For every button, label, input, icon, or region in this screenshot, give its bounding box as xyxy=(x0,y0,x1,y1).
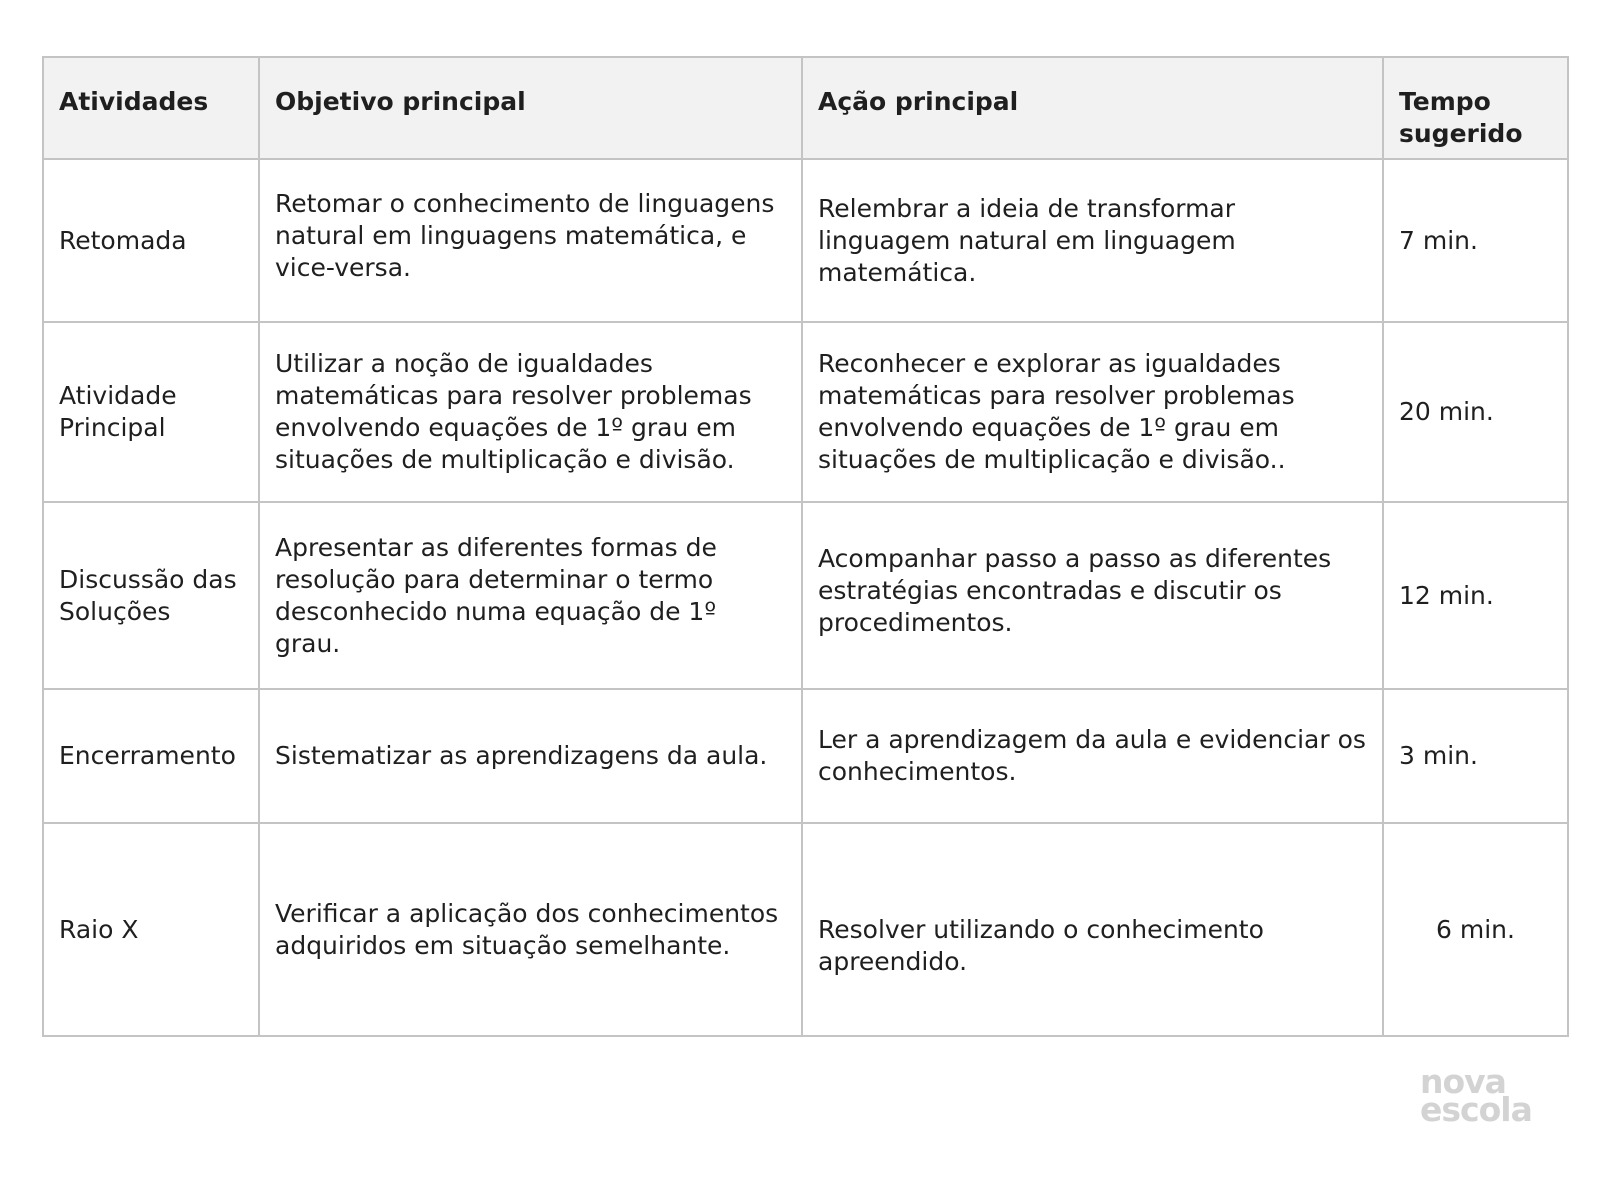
table-row xyxy=(43,159,1568,322)
cell-atividade: Raio X xyxy=(43,823,259,1036)
cell-atividade: Atividade Principal xyxy=(43,322,259,502)
cell-tempo: 12 min. xyxy=(1383,502,1568,689)
cell-acao: Ler a aprendizagem da aula e evidenciar os conhecimentos. xyxy=(802,689,1383,823)
cell-acao: Acompanhar passo a passo as diferentes estratégias encontradas e discutir os procedimentos. xyxy=(802,502,1383,689)
cell-atividade: Retomada xyxy=(43,159,259,322)
table-row xyxy=(43,322,1568,502)
header-atividades: Atividades xyxy=(43,57,259,159)
logo-line-2: escola xyxy=(1420,1090,1532,1129)
cell-acao: Resolver utilizando o conhecimento apreendido. xyxy=(802,823,1383,1036)
header-tempo-sugerido: Tempo sugerido xyxy=(1383,57,1568,159)
cell-tempo: 6 min. xyxy=(1383,823,1568,1036)
cell-tempo: 7 min. xyxy=(1383,159,1568,322)
cell-acao: Relembrar a ideia de transformar linguagem natural em linguagem matemática. xyxy=(802,159,1383,322)
logo-line-1: nova xyxy=(1420,1062,1506,1101)
cell-tempo: 3 min. xyxy=(1383,689,1568,823)
cell-acao: Reconhecer e explorar as igualdades matemáticas para resolver problemas envolvendo equações de 1º grau em situações de multiplicação e divisão.. xyxy=(802,322,1383,502)
lesson-plan-table xyxy=(42,56,1569,1037)
cell-tempo: 20 min. xyxy=(1383,322,1568,502)
table-row xyxy=(43,689,1568,823)
cell-objetivo: Verificar a aplicação dos conhecimentos adquiridos em situação semelhante. xyxy=(259,823,802,1036)
cell-atividade: Encerramento xyxy=(43,689,259,823)
table-row xyxy=(43,823,1568,1036)
cell-objetivo: Apresentar as diferentes formas de resolução para determinar o termo desconhecido numa equação de 1º grau. xyxy=(259,502,802,689)
cell-objetivo: Utilizar a noção de igualdades matemáticas para resolver problemas envolvendo equações de 1º grau em situações de multiplicação e divisão. xyxy=(259,322,802,502)
table-row xyxy=(43,502,1568,689)
header-acao-principal: Ação principal xyxy=(802,57,1383,159)
cell-objetivo: Sistematizar as aprendizagens da aula. xyxy=(259,689,802,823)
cell-objetivo: Retomar o conhecimento de linguagens natural em linguagens matemática, e vice-versa. xyxy=(259,159,802,322)
table-header-row xyxy=(43,57,1568,159)
header-objetivo-principal: Objetivo principal xyxy=(259,57,802,159)
cell-atividade: Discussão das Soluções xyxy=(43,502,259,689)
nova-escola-logo xyxy=(1420,1062,1540,1129)
